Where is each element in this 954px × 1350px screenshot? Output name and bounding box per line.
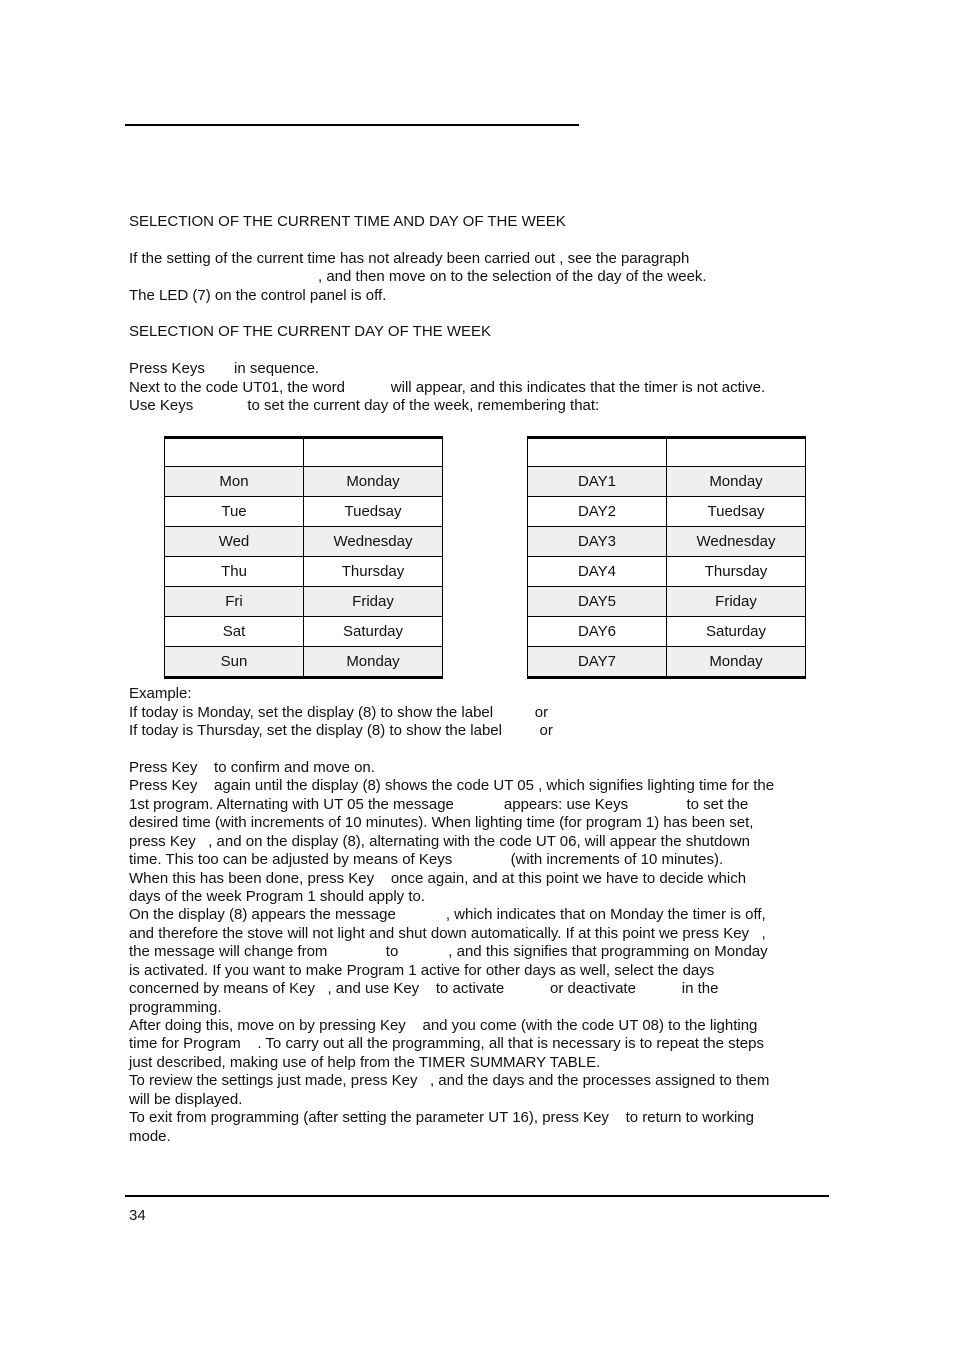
table-cell: Fri xyxy=(165,587,304,617)
table-cell: DAY2 xyxy=(528,497,667,527)
example-label: Example: xyxy=(129,685,192,702)
table-row xyxy=(528,527,806,557)
table-row xyxy=(165,467,443,497)
table-cell: Friday xyxy=(667,587,806,617)
body-line: Press Key again until the display (8) shows the code UT 05 , which signifies lighting time for the xyxy=(129,777,775,794)
body-line: mode. xyxy=(129,1128,171,1145)
body-line: To review the settings just made, press Key , and the days and the processes assigned to them xyxy=(129,1072,770,1089)
table-row xyxy=(528,587,806,617)
table-cell: DAY5 xyxy=(528,587,667,617)
table-cell: Thursday xyxy=(304,557,443,587)
step-line-3: Use Keys to set the current day of the week, remembering that: xyxy=(129,397,600,414)
table-row xyxy=(528,647,806,678)
example-line-1: If today is Monday, set the display (8) to show the label or xyxy=(129,704,549,721)
table-cell: Monday xyxy=(667,467,806,497)
table-cell: Monday xyxy=(667,647,806,678)
table-cell: DAY4 xyxy=(528,557,667,587)
table-row xyxy=(165,527,443,557)
table-cell: Saturday xyxy=(667,617,806,647)
body-line: and therefore the stove will not light and shut down automatically. If at this point we press Key , xyxy=(129,925,766,942)
body-line: concerned by means of Key , and use Key to activate or deactivate in the xyxy=(129,980,719,997)
table-row xyxy=(528,467,806,497)
table-cell: Tue xyxy=(165,497,304,527)
table-cell: DAY7 xyxy=(528,647,667,678)
example-line-2: If today is Thursday, set the display (8) to show the label or xyxy=(129,722,553,739)
table-cell: DAY3 xyxy=(528,527,667,557)
day-table-right xyxy=(527,436,806,679)
table-cell xyxy=(528,438,667,467)
header-rule xyxy=(125,124,579,126)
table-cell: Wed xyxy=(165,527,304,557)
table-cell: Tuedsay xyxy=(304,497,443,527)
step-line-1: Press Keys in sequence. xyxy=(129,360,320,377)
table-row xyxy=(165,647,443,678)
intro-line-3: The LED (7) on the control panel is off. xyxy=(129,287,387,304)
body-line: To exit from programming (after setting the parameter UT 16), press Key to return to working xyxy=(129,1109,754,1126)
body-line: On the display (8) appears the message , which indicates that on Monday the timer is off, xyxy=(129,906,766,923)
table-cell xyxy=(304,438,443,467)
body-line: time for Program . To carry out all the programming, all that is necessary is to repeat the steps xyxy=(129,1035,764,1052)
table-row xyxy=(528,617,806,647)
table-cell: Thu xyxy=(165,557,304,587)
table-cell: DAY1 xyxy=(528,467,667,497)
section-heading-time-day: SELECTION OF THE CURRENT TIME AND DAY OF THE WEEK xyxy=(129,213,566,230)
body-line: is activated. If you want to make Program 1 active for other days as well, select the days xyxy=(129,962,715,979)
table-cell: DAY6 xyxy=(528,617,667,647)
table-cell: Friday xyxy=(304,587,443,617)
table-header-row xyxy=(528,438,806,467)
body-line: When this has been done, press Key once again, and at this point we have to decide which xyxy=(129,870,747,887)
body-line: will be displayed. xyxy=(129,1091,243,1108)
body-line: just described, making use of help from the TIMER SUMMARY TABLE. xyxy=(129,1054,601,1071)
table-row xyxy=(165,617,443,647)
table-cell: Monday xyxy=(304,467,443,497)
body-line: Press Key to confirm and move on. xyxy=(129,759,375,776)
table-row xyxy=(165,497,443,527)
table-cell: Wednesday xyxy=(304,527,443,557)
step-line-2: Next to the code UT01, the word will appear, and this indicates that the timer is not active. xyxy=(129,379,766,396)
intro-line-2: , and then move on to the selection of the day of the week. xyxy=(318,268,707,285)
body-line: desired time (with increments of 10 minutes). When lighting time (for program 1) has been set, xyxy=(129,814,754,831)
body-line: After doing this, move on by pressing Key and you come (with the code UT 08) to the lighting xyxy=(129,1017,758,1034)
table-cell xyxy=(165,438,304,467)
footer-rule xyxy=(125,1195,829,1197)
table-cell: Saturday xyxy=(304,617,443,647)
body-line: programming. xyxy=(129,999,222,1016)
intro-line-1: If the setting of the current time has not already been carried out , see the paragraph xyxy=(129,250,690,267)
table-row xyxy=(165,557,443,587)
body-line: days of the week Program 1 should apply to. xyxy=(129,888,426,905)
section-heading-day: SELECTION OF THE CURRENT DAY OF THE WEEK xyxy=(129,323,491,340)
page-number: 34 xyxy=(129,1207,146,1224)
table-row xyxy=(528,497,806,527)
day-table-left xyxy=(164,436,443,679)
table-cell: Monday xyxy=(304,647,443,678)
table-row xyxy=(165,587,443,617)
table-row xyxy=(528,557,806,587)
body-line: 1st program. Alternating with UT 05 the message appears: use Keys to set the xyxy=(129,796,749,813)
body-line: time. This too can be adjusted by means of Keys (with increments of 10 minutes). xyxy=(129,851,724,868)
table-cell: Mon xyxy=(165,467,304,497)
table-cell: Tuedsay xyxy=(667,497,806,527)
table-header-row xyxy=(165,438,443,467)
table-cell: Wednesday xyxy=(667,527,806,557)
table-cell: Sun xyxy=(165,647,304,678)
body-line: press Key , and on the display (8), alternating with the code UT 06, will appear the shutdown xyxy=(129,833,750,850)
table-cell: Thursday xyxy=(667,557,806,587)
table-cell xyxy=(667,438,806,467)
table-cell: Sat xyxy=(165,617,304,647)
body-line: the message will change from to , and this signifies that programming on Monday xyxy=(129,943,768,960)
